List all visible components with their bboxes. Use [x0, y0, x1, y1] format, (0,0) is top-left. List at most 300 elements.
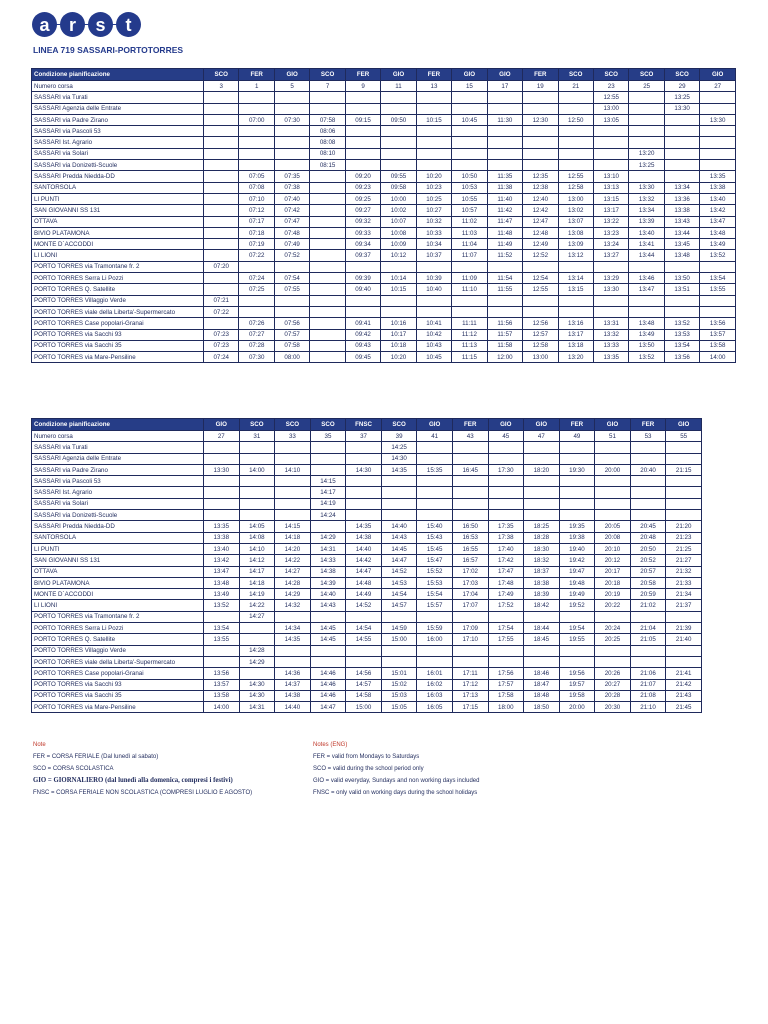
- time-cell: [274, 103, 309, 114]
- time-cell: 14:10: [275, 464, 311, 475]
- table-row: [32, 487, 702, 498]
- time-cell: [204, 476, 240, 487]
- time-cell: [417, 442, 453, 453]
- corsa-number: 49: [559, 431, 595, 442]
- time-cell: [629, 126, 664, 137]
- time-cell: 10:15: [416, 114, 451, 125]
- time-cell: 17:35: [488, 521, 524, 532]
- corsa-row: [32, 81, 736, 92]
- time-cell: 14:39: [310, 577, 346, 588]
- table-row: [32, 442, 702, 453]
- time-cell: [452, 611, 488, 622]
- time-cell: [524, 487, 560, 498]
- time-cell: 13:56: [204, 668, 240, 679]
- time-cell: 13:46: [629, 273, 664, 284]
- time-cell: 11:03: [452, 227, 487, 238]
- time-cell: [559, 442, 595, 453]
- time-cell: 09:23: [345, 182, 380, 193]
- time-cell: [239, 126, 274, 137]
- time-cell: 08:10: [310, 148, 345, 159]
- time-cell: 18:30: [524, 543, 560, 554]
- time-cell: 07:49: [274, 239, 309, 250]
- time-cell: 13:54: [664, 340, 699, 351]
- time-cell: 14:56: [346, 668, 382, 679]
- time-cell: [381, 510, 417, 521]
- time-cell: 10:00: [381, 193, 416, 204]
- note-line: FNSC = CORSA FERIALE NON SCOLASTICA (COMPRESI LUGLIO E AGOSTO): [33, 790, 253, 796]
- time-cell: [488, 476, 524, 487]
- time-cell: [310, 284, 345, 295]
- time-cell: 15:53: [417, 577, 453, 588]
- time-cell: 17:10: [452, 634, 488, 645]
- time-cell: [204, 126, 239, 137]
- time-cell: [274, 160, 309, 171]
- time-cell: 19:54: [559, 623, 595, 634]
- time-cell: 11:38: [487, 182, 522, 193]
- time-cell: [417, 656, 453, 667]
- time-cell: 19:30: [559, 464, 595, 475]
- time-cell: [666, 442, 702, 453]
- time-cell: 19:38: [559, 532, 595, 543]
- time-cell: 13:49: [629, 329, 664, 340]
- stop-name: LI PUNTI: [32, 543, 204, 554]
- time-cell: 07:24: [204, 352, 239, 363]
- time-cell: [204, 137, 239, 148]
- time-cell: 18:38: [524, 577, 560, 588]
- time-cell: [310, 453, 346, 464]
- time-cell: 10:43: [416, 340, 451, 351]
- time-cell: [630, 453, 666, 464]
- time-cell: 14:54: [381, 589, 417, 600]
- condition-cell: FER: [452, 419, 488, 431]
- time-cell: [346, 656, 382, 667]
- time-cell: 14:19: [239, 589, 275, 600]
- time-cell: 13:42: [700, 205, 736, 216]
- time-cell: 20:26: [595, 668, 631, 679]
- time-cell: [239, 160, 274, 171]
- condition-cell: GIO: [381, 69, 416, 81]
- stop-name: PORTO TORRES viale della Liberta'-Supermercato: [32, 306, 204, 317]
- time-cell: [666, 453, 702, 464]
- time-cell: 14:34: [275, 623, 311, 634]
- time-cell: 14:29: [239, 656, 275, 667]
- time-cell: 20:52: [630, 555, 666, 566]
- time-cell: 13:38: [700, 182, 736, 193]
- time-cell: [239, 634, 275, 645]
- time-cell: 08:06: [310, 126, 345, 137]
- time-cell: [664, 114, 699, 125]
- time-cell: 15:00: [346, 702, 382, 713]
- time-cell: 17:49: [488, 589, 524, 600]
- time-cell: 13:58: [204, 690, 240, 701]
- table-row: [32, 114, 736, 125]
- time-cell: [488, 453, 524, 464]
- corsa-number: 9: [345, 81, 380, 92]
- table-row: [32, 318, 736, 329]
- time-cell: 07:19: [239, 239, 274, 250]
- time-cell: [204, 239, 239, 250]
- time-cell: [488, 498, 524, 509]
- time-cell: 14:37: [275, 679, 311, 690]
- table-row: [32, 250, 736, 261]
- time-cell: 13:50: [629, 340, 664, 351]
- time-cell: 20:45: [630, 521, 666, 532]
- time-cell: 18:44: [524, 623, 560, 634]
- time-cell: 10:15: [381, 284, 416, 295]
- time-cell: 10:53: [452, 182, 487, 193]
- time-cell: 07:57: [274, 329, 309, 340]
- table-row: [32, 453, 702, 464]
- time-cell: 17:54: [488, 623, 524, 634]
- time-cell: 09:58: [381, 182, 416, 193]
- time-cell: 13:48: [664, 250, 699, 261]
- time-cell: 13:18: [558, 340, 593, 351]
- time-cell: [239, 476, 275, 487]
- time-cell: [593, 137, 628, 148]
- time-cell: 13:30: [629, 182, 664, 193]
- time-cell: 13:30: [204, 464, 240, 475]
- condition-cell: FER: [630, 419, 666, 431]
- time-cell: 09:33: [345, 227, 380, 238]
- table-row: [32, 600, 702, 611]
- time-cell: [523, 92, 558, 103]
- time-cell: 07:48: [274, 227, 309, 238]
- table-row: [32, 555, 702, 566]
- time-cell: 13:00: [523, 352, 558, 363]
- time-cell: [204, 205, 239, 216]
- time-cell: 14:55: [346, 634, 382, 645]
- time-cell: [664, 261, 699, 272]
- time-cell: [204, 318, 239, 329]
- time-cell: 14:40: [381, 521, 417, 532]
- time-cell: [452, 645, 488, 656]
- time-cell: 11:30: [487, 114, 522, 125]
- time-cell: [204, 284, 239, 295]
- time-cell: [310, 239, 345, 250]
- time-cell: [345, 306, 380, 317]
- time-cell: [523, 148, 558, 159]
- time-cell: 14:20: [275, 543, 311, 554]
- time-cell: 14:28: [239, 645, 275, 656]
- corsa-number: 53: [630, 431, 666, 442]
- time-cell: 13:40: [204, 543, 240, 554]
- corsa-number: 55: [666, 431, 702, 442]
- time-cell: [204, 182, 239, 193]
- condition-cell: GIO: [417, 419, 453, 431]
- corsa-number: 27: [700, 81, 736, 92]
- time-cell: [593, 295, 628, 306]
- time-cell: [488, 487, 524, 498]
- time-cell: 17:03: [452, 577, 488, 588]
- time-cell: [381, 126, 416, 137]
- time-cell: [595, 645, 631, 656]
- time-cell: [310, 216, 345, 227]
- stop-name: PORTO TORRES viale della Liberta'-Supermercato: [32, 656, 204, 667]
- time-cell: 20:57: [630, 566, 666, 577]
- condition-cell: GIO: [666, 419, 702, 431]
- time-cell: 10:39: [416, 273, 451, 284]
- time-cell: 07:20: [204, 261, 239, 272]
- condition-cell: SCO: [381, 419, 417, 431]
- condition-cell: SCO: [593, 69, 628, 81]
- time-cell: 12:55: [558, 171, 593, 182]
- table-row: [32, 103, 736, 114]
- time-cell: [452, 137, 487, 148]
- time-cell: 08:08: [310, 137, 345, 148]
- time-cell: [666, 645, 702, 656]
- time-cell: 14:30: [381, 453, 417, 464]
- time-cell: 21:15: [666, 464, 702, 475]
- time-cell: 13:47: [700, 216, 736, 227]
- time-cell: 13:30: [593, 284, 628, 295]
- time-cell: [204, 193, 239, 204]
- condition-cell: SCO: [629, 69, 664, 81]
- time-cell: [204, 92, 239, 103]
- stop-name: SANTORSOLA: [32, 532, 204, 543]
- time-cell: [417, 453, 453, 464]
- time-cell: 13:00: [593, 103, 628, 114]
- time-cell: [558, 295, 593, 306]
- time-cell: [310, 656, 346, 667]
- time-cell: [666, 476, 702, 487]
- time-cell: 13:13: [593, 182, 628, 193]
- time-cell: [700, 306, 736, 317]
- time-cell: 13:29: [593, 273, 628, 284]
- time-cell: 12:57: [523, 329, 558, 340]
- time-cell: 21:10: [630, 702, 666, 713]
- stop-name: SASSARI via Donizetti-Scuole: [32, 510, 204, 521]
- time-cell: 21:06: [630, 668, 666, 679]
- time-cell: [274, 261, 309, 272]
- condition-cell: SCO: [275, 419, 311, 431]
- time-cell: 13:25: [629, 160, 664, 171]
- table-row: [32, 679, 702, 690]
- time-cell: [310, 521, 346, 532]
- time-cell: 20:00: [595, 464, 631, 475]
- time-cell: [452, 306, 487, 317]
- time-cell: [523, 137, 558, 148]
- time-cell: [416, 148, 451, 159]
- time-cell: 13:52: [629, 352, 664, 363]
- time-cell: [452, 103, 487, 114]
- time-cell: [417, 498, 453, 509]
- time-cell: [417, 510, 453, 521]
- time-cell: 13:36: [664, 193, 699, 204]
- time-cell: [204, 250, 239, 261]
- time-cell: 10:42: [416, 329, 451, 340]
- time-cell: [559, 645, 595, 656]
- time-cell: 07:05: [239, 171, 274, 182]
- time-cell: [593, 126, 628, 137]
- time-cell: 12:00: [487, 352, 522, 363]
- time-cell: [664, 295, 699, 306]
- time-cell: [275, 611, 311, 622]
- time-cell: 20:59: [630, 589, 666, 600]
- time-cell: [487, 160, 522, 171]
- time-cell: 13:47: [204, 566, 240, 577]
- time-cell: 20:05: [595, 521, 631, 532]
- time-cell: [239, 137, 274, 148]
- time-cell: 15:52: [417, 566, 453, 577]
- time-cell: [239, 510, 275, 521]
- stop-name: PORTO TORRES via Sacchi 93: [32, 329, 204, 340]
- condition-cell: SCO: [664, 69, 699, 81]
- time-cell: 13:38: [204, 532, 240, 543]
- time-cell: 14:08: [239, 532, 275, 543]
- time-cell: 20:27: [595, 679, 631, 690]
- time-cell: 07:22: [204, 306, 239, 317]
- time-cell: [452, 442, 488, 453]
- time-cell: [204, 103, 239, 114]
- time-cell: [559, 476, 595, 487]
- time-cell: [310, 273, 345, 284]
- time-cell: [664, 126, 699, 137]
- time-cell: 11:49: [487, 239, 522, 250]
- time-cell: 11:04: [452, 239, 487, 250]
- time-cell: 17:11: [452, 668, 488, 679]
- time-cell: 15:43: [417, 532, 453, 543]
- time-cell: 15:05: [381, 702, 417, 713]
- time-cell: 21:08: [630, 690, 666, 701]
- header-row-label: Condizione pianificazione: [32, 419, 204, 431]
- time-cell: 16:03: [417, 690, 453, 701]
- time-cell: 07:30: [274, 114, 309, 125]
- note-line: FER = CORSA FERIALE (Dal lunedì al sabato): [33, 754, 159, 760]
- time-cell: [310, 171, 345, 182]
- time-cell: 11:11: [452, 318, 487, 329]
- logo-letter: t: [116, 12, 141, 37]
- time-cell: 14:29: [275, 589, 311, 600]
- time-cell: [275, 656, 311, 667]
- stop-name: PORTO TORRES via Tramontane fr. 2: [32, 611, 204, 622]
- time-cell: 13:09: [558, 239, 593, 250]
- notes-italian: [33, 739, 252, 799]
- time-cell: 14:24: [310, 510, 346, 521]
- time-cell: 13:16: [558, 318, 593, 329]
- time-cell: 13:35: [204, 521, 240, 532]
- time-cell: [558, 160, 593, 171]
- time-cell: 14:12: [239, 555, 275, 566]
- time-cell: 13:17: [558, 329, 593, 340]
- time-cell: 12:49: [523, 239, 558, 250]
- time-cell: 10:33: [416, 227, 451, 238]
- time-cell: [310, 205, 345, 216]
- time-cell: 13:53: [664, 329, 699, 340]
- time-cell: [310, 329, 345, 340]
- time-cell: [345, 103, 380, 114]
- time-cell: 12:56: [523, 318, 558, 329]
- time-cell: 14:32: [275, 600, 311, 611]
- time-cell: [310, 295, 345, 306]
- time-cell: 14:52: [381, 566, 417, 577]
- table-row: [32, 148, 736, 159]
- time-cell: 13:00: [558, 193, 593, 204]
- time-cell: [204, 453, 240, 464]
- stop-name: PORTO TORRES via Sacchi 93: [32, 679, 204, 690]
- time-cell: [381, 487, 417, 498]
- time-cell: 16:55: [452, 543, 488, 554]
- time-cell: [523, 295, 558, 306]
- time-cell: [595, 611, 631, 622]
- stop-name: SASSARI via Donizetti-Scuole: [32, 160, 204, 171]
- corsa-number: 31: [239, 431, 275, 442]
- corsa-number: 39: [381, 431, 417, 442]
- time-cell: 13:58: [700, 340, 736, 351]
- time-cell: 18:39: [524, 589, 560, 600]
- time-cell: 14:19: [310, 498, 346, 509]
- time-cell: 21:41: [666, 668, 702, 679]
- time-cell: 13:12: [558, 250, 593, 261]
- table-row: [32, 261, 736, 272]
- time-cell: [310, 182, 345, 193]
- time-cell: [204, 160, 239, 171]
- corsa-number: 15: [452, 81, 487, 92]
- table-row: [32, 634, 702, 645]
- time-cell: 07:56: [274, 318, 309, 329]
- table-row: [32, 623, 702, 634]
- time-cell: [381, 137, 416, 148]
- table-row: [32, 295, 736, 306]
- time-cell: 13:45: [664, 239, 699, 250]
- time-cell: 21:20: [666, 521, 702, 532]
- time-cell: 13:52: [700, 250, 736, 261]
- time-cell: [274, 306, 309, 317]
- time-cell: 14:47: [346, 566, 382, 577]
- stop-name: PORTO TORRES via Sacchi 35: [32, 340, 204, 351]
- corsa-number: 11: [381, 81, 416, 92]
- time-cell: [204, 114, 239, 125]
- time-cell: 21:27: [666, 555, 702, 566]
- time-cell: 14:36: [275, 668, 311, 679]
- time-cell: [452, 126, 487, 137]
- time-cell: [666, 656, 702, 667]
- table-row: [32, 510, 702, 521]
- time-cell: 14:27: [275, 566, 311, 577]
- table-row: [32, 92, 736, 103]
- condition-cell: SCO: [558, 69, 593, 81]
- time-cell: 07:26: [239, 318, 274, 329]
- time-cell: 21:37: [666, 600, 702, 611]
- time-cell: 13:32: [629, 193, 664, 204]
- corsa-number: 37: [346, 431, 382, 442]
- stop-name: PORTO TORRES Villaggio Verde: [32, 295, 204, 306]
- time-cell: 19:55: [559, 634, 595, 645]
- table-row: [32, 193, 736, 204]
- time-cell: 15:00: [381, 634, 417, 645]
- time-cell: [558, 306, 593, 317]
- note-line: SCO = valid during the school period only: [313, 766, 424, 772]
- time-cell: 09:41: [345, 318, 380, 329]
- time-cell: [310, 103, 345, 114]
- condition-cell: FER: [523, 69, 558, 81]
- time-cell: 13:08: [558, 227, 593, 238]
- time-cell: 13:44: [664, 227, 699, 238]
- time-cell: 14:10: [239, 543, 275, 554]
- stop-name: SASSARI Ist. Agrario: [32, 137, 204, 148]
- time-cell: [239, 295, 274, 306]
- time-cell: [452, 487, 488, 498]
- time-cell: 13:05: [593, 114, 628, 125]
- note-line: FNSC = only valid on working days during the school holidays: [313, 790, 478, 796]
- time-cell: [346, 611, 382, 622]
- corsa-number: 29: [664, 81, 699, 92]
- time-cell: 13:57: [204, 679, 240, 690]
- time-cell: 16:00: [417, 634, 453, 645]
- time-cell: [346, 510, 382, 521]
- table-row: [32, 521, 702, 532]
- time-cell: 13:33: [593, 340, 628, 351]
- time-cell: 07:25: [239, 284, 274, 295]
